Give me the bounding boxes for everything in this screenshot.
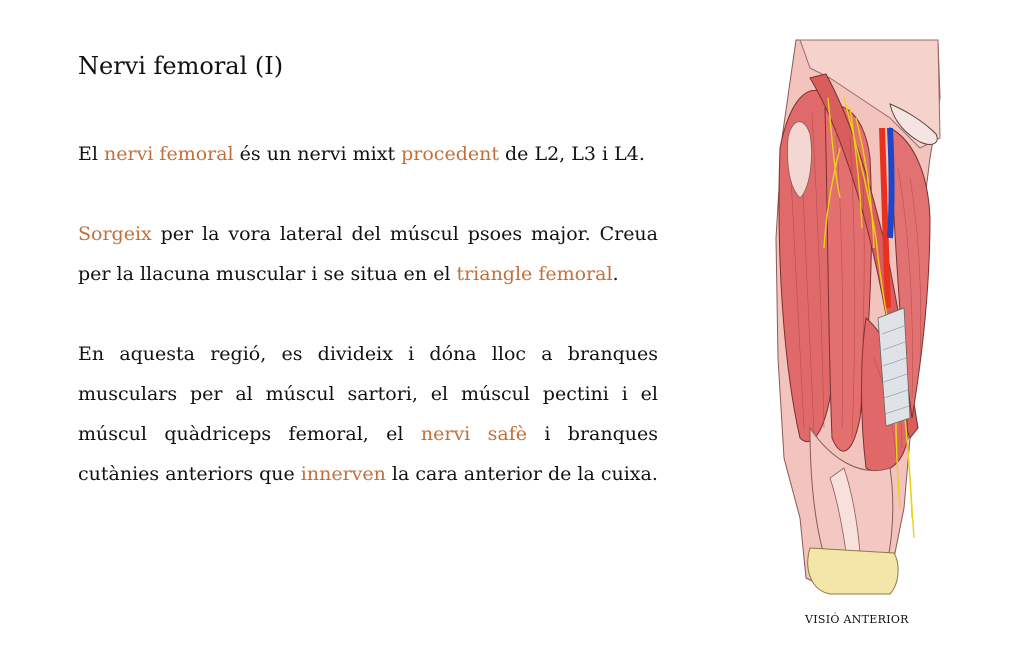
anatomy-illustration-thigh: [770, 38, 942, 598]
highlighted-term: Sorgeix: [78, 223, 152, 245]
highlighted-term: triangle femoral: [456, 263, 613, 285]
body-text: [78, 134, 658, 534]
highlighted-term: innerven: [300, 463, 386, 485]
text-run: és un nervi mixt: [233, 143, 402, 165]
paragraph: [78, 334, 658, 494]
text-run: En aquesta regió, es divideix i dóna lloc a branques musculars per al múscul sartori, el múscul pectini i el múscul quàdriceps femoral, el: [78, 343, 658, 445]
highlighted-term: nervi safè: [420, 423, 527, 445]
page-title: Nervi femoral (I): [78, 52, 284, 80]
highlighted-term: procedent: [401, 143, 499, 165]
knee-bone: [808, 548, 898, 594]
text-run: El: [78, 143, 104, 165]
text-run: la cara anterior de la cuixa.: [385, 463, 658, 485]
paragraph: [78, 214, 658, 294]
text-run: de L2, L3 i L4.: [498, 143, 645, 165]
figure-caption: VISIÓ ANTERIOR: [805, 613, 909, 626]
paragraph: [78, 134, 658, 174]
highlighted-term: nervi femoral: [104, 143, 234, 165]
text-run: per la vora lateral del múscul psoes major. Creua per la llacuna muscular i se situa en el: [78, 223, 658, 285]
femoral-vein: [890, 128, 892, 238]
text-run: .: [612, 263, 619, 285]
text-run: i branques cutànies anteriors que: [78, 423, 659, 485]
